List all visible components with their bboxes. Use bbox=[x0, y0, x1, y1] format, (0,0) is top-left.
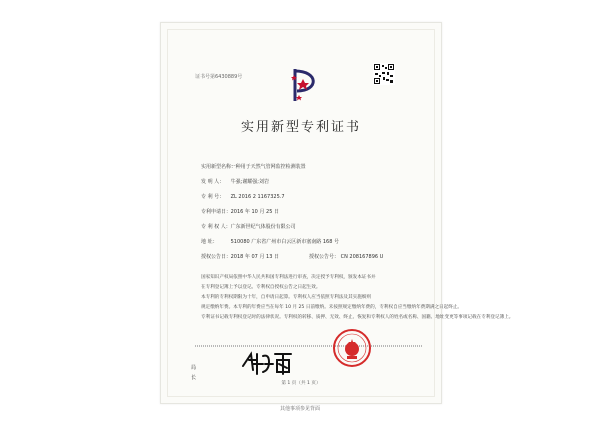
patentee-value: 广东新世纪气体股份有限公司 bbox=[230, 224, 296, 230]
bureau-line: 局 bbox=[191, 365, 197, 371]
patentee-label: 专 利 权 人： bbox=[201, 224, 231, 230]
patentee-row bbox=[201, 223, 296, 230]
grant-date-row bbox=[201, 253, 279, 260]
page-footer: 第 1 页（共 1 页） bbox=[281, 381, 321, 386]
qr-code-icon bbox=[373, 63, 395, 85]
patent-no-row bbox=[201, 193, 285, 200]
announce-no-label: 授权公告号： bbox=[309, 254, 340, 260]
certificate-number: 证书号第6430889号 bbox=[195, 74, 243, 80]
inventor-value: 牛强;谢耀强;刘岩 bbox=[230, 179, 269, 185]
announce-no-value: CN 208167896 U bbox=[340, 254, 384, 260]
grant-date-value: 2018 年 07 月 13 日 bbox=[230, 254, 279, 260]
below-note: 其他事项参见背面 bbox=[279, 406, 320, 412]
address-row bbox=[201, 238, 339, 245]
utility-name-label: 实用新型名称： bbox=[201, 164, 237, 170]
security-strip bbox=[195, 344, 423, 348]
legal-text-line: 规定缴纳年费。本专利的年费应当在每年 10 月 25 日前缴纳。未按照规定缴纳年费的，专利权自应当缴纳年费期满之日起终止。 bbox=[201, 305, 463, 310]
legal-text-line: 在专利登记簿上予以登记。专利权自授权公告之日起生效。 bbox=[201, 285, 321, 290]
bureau-line: 长 bbox=[191, 375, 197, 381]
certificate-page bbox=[160, 22, 514, 404]
address-value: 510080 广东省广州市白云区新市塞南路 168 号 bbox=[230, 239, 339, 245]
inventor-label: 发 明 人： bbox=[201, 179, 225, 185]
patent-no-value: ZL 2016 2 1167325.7 bbox=[230, 194, 285, 200]
legal-text-line: 本专利的专利权期限为十年，自申请日起算。专利权人应当依照专利法及其实施细则 bbox=[201, 295, 371, 300]
grant-date-label: 授权公告日： bbox=[201, 254, 232, 260]
filing-date-value: 2016 年 10 月 25 日 bbox=[230, 209, 279, 215]
filing-date-row bbox=[201, 208, 279, 215]
director-signature bbox=[239, 348, 295, 378]
patent-no-label: 专 利 号： bbox=[201, 194, 225, 200]
announce-no-row bbox=[309, 253, 383, 260]
filing-date-label: 专利申请日： bbox=[201, 209, 232, 215]
cnipa-logo-icon bbox=[289, 65, 323, 105]
address-label: 地 址： bbox=[201, 239, 218, 245]
official-seal-icon bbox=[332, 328, 372, 368]
legal-text-line: 国家知识产权局依照中华人民共和国专利法进行审查，决定授予专利权，颁发本证书并 bbox=[201, 275, 376, 280]
inventor-row bbox=[201, 178, 269, 185]
legal-text-line: 专利证书记载专利权登记时的法律状况。专利权的转移、质押、无效、终止、恢复和专利权人的姓名或名称、国籍、地址变更等事项记载在专利登记簿上。 bbox=[201, 315, 514, 320]
legal-text bbox=[201, 273, 514, 323]
certificate-title: 实用新型专利证书 bbox=[240, 120, 361, 135]
utility-name-row bbox=[201, 163, 306, 170]
utility-name-value: 一种用于天然气管网监控检测装置 bbox=[230, 164, 306, 170]
